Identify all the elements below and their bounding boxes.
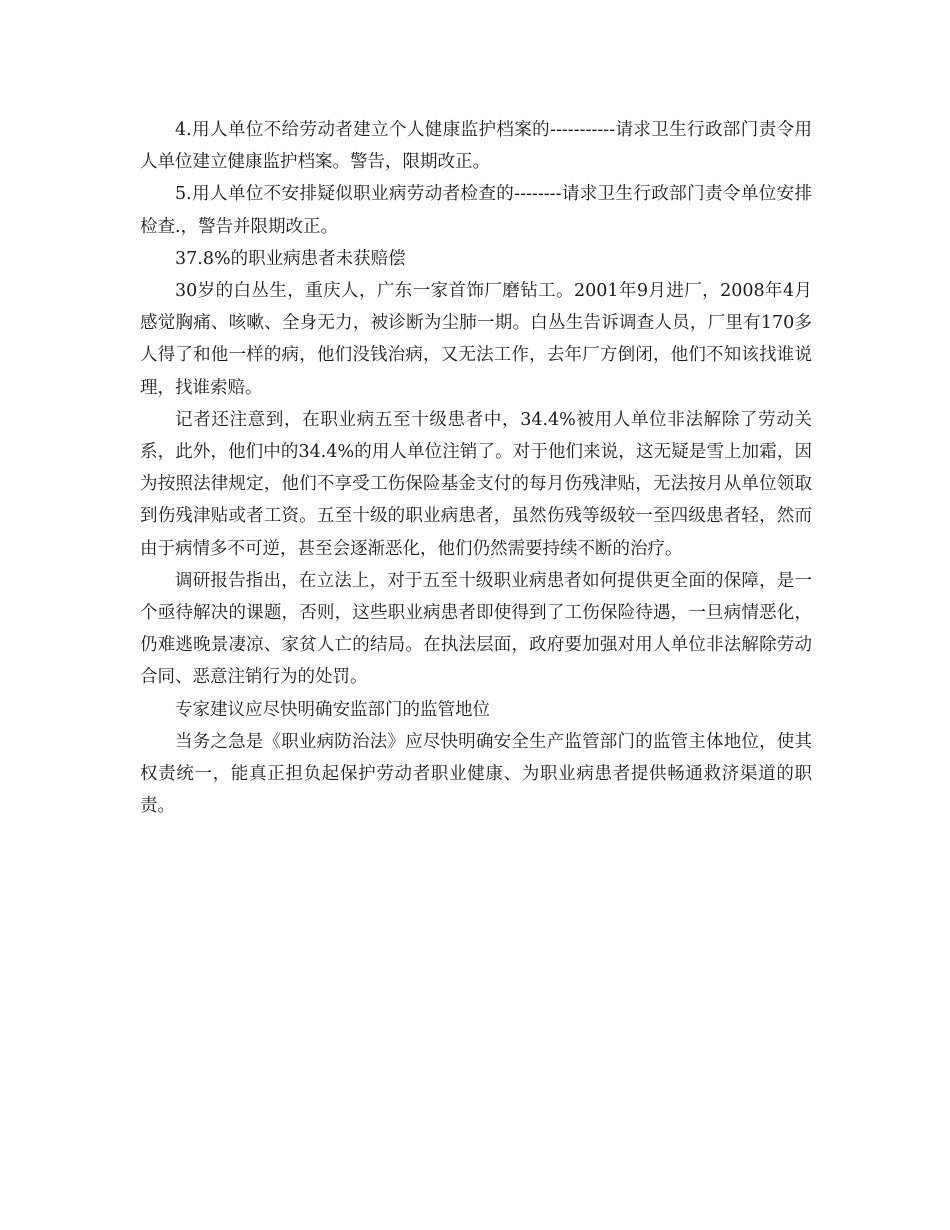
paragraph-case-bai: 30岁的白丛生，重庆人，广东一家首饰厂磨钻工。2001年9月进厂，2008年4月感觉胸痛、咳嗽、全身无力，被诊断为尘肺一期。白丛生告诉调查人员，厂里有170多人得了和他一样的病，他们没钱治病，又无法工作，去年厂方倒闭，他们不知该找谁说理，找谁索赔。 (140, 281, 812, 398)
section-heading-expert: 专家建议应尽快明确安监部门的监管地位 (175, 699, 490, 720)
paragraph-reporter-notes: 记者还注意到，在职业病五至十级患者中，34.4%被用人单位非法解除了劳动关系，此外，他们中的34.4%的用人单位注销了。对于他们来说，这无疑是雪上加霜，因为按照法律规定，他们不享受工伤保险基金支付的每月伤残津贴，无法按月从单位领取到伤残津贴或者工资。五至十级的职业病患者，虽然伤残等级较一至四级患者轻，然而由于病情多不可逆，甚至会逐渐恶化，他们仍然需要持续不断的治疗。 (140, 409, 812, 559)
paragraph-item-4: 4.用人单位不给劳动者建立个人健康监护档案的-----------请求卫生行政部门责令用人单位建立健康监护档案。警告，限期改正。 (140, 120, 812, 173)
paragraph-urgent-task: 当务之急是《职业病防治法》应尽快明确安全生产监管部门的监管主体地位，使其权责统一，能真正担负起保护劳动者职业健康、为职业病患者提供畅通救济渠道的职责。 (140, 731, 812, 817)
paragraph-item-5: 5.用人单位不安排疑似职业病劳动者检查的--------请求卫生行政部门责令单位安排检查.，警告并限期改正。 (140, 184, 812, 237)
document-page (140, 114, 812, 822)
section-heading-compensation: 37.8%的职业病患者未获赔偿 (175, 248, 406, 269)
paragraph-research-report: 调研报告指出，在立法上，对于五至十级职业病患者如何提供更全面的保障，是一个亟待解决的课题，否则，这些职业病患者即使得到了工伤保险待遇，一旦病情恶化，仍难逃晚景凄凉、家贫人亡的结局。在执法层面，政府要加强对用人单位非法解除劳动合同、恶意注销行为的处罚。 (140, 570, 812, 688)
